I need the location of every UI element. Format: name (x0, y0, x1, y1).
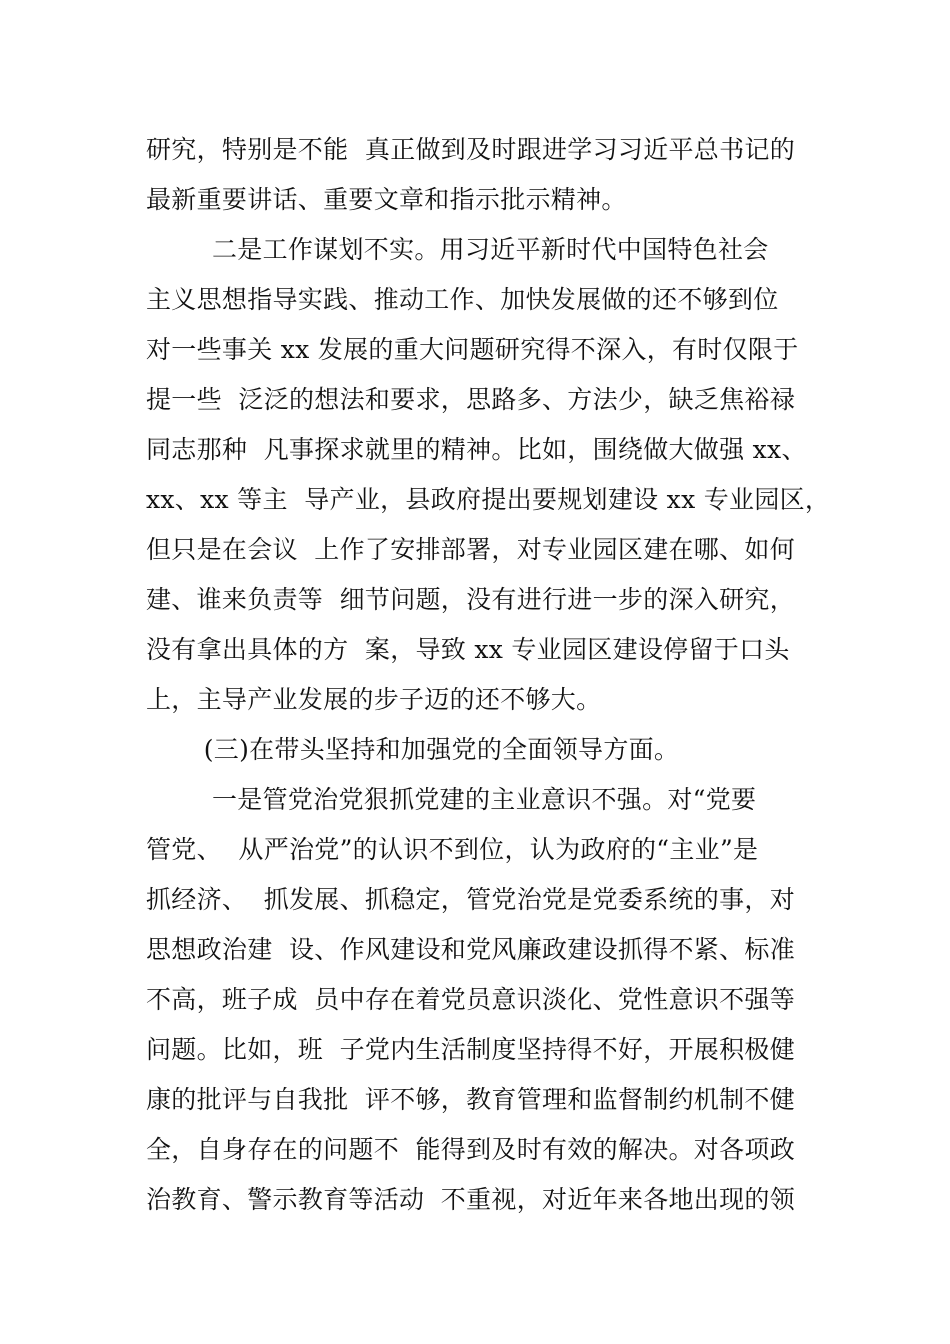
text-line: 康的批评与自我批 评不够，教育管理和监督制约机制不健 (146, 1085, 795, 1114)
text-line: 一是管党治党狠抓党建的主业意识不强。对“党要 (146, 785, 757, 814)
text-line: 研究，特别是不能 真正做到及时跟进学习习近平总书记的 (146, 135, 795, 164)
text-line: xx、xx 等主 导产业，县政府提出要规划建设 xx 专业园区， (146, 485, 831, 514)
text-line: 治教育、警示教育等活动 不重视，对近年来各地出现的领 (146, 1185, 795, 1214)
text-line: 对一些事关 xx 发展的重大问题研究得不深入，有时仅限于 (146, 335, 799, 364)
text-line: 提一些 泛泛的想法和要求，思路多、方法少，缺乏焦裕禄 (146, 385, 795, 414)
text-line: 全，自身存在的问题不 能得到及时有效的解决。对各项政 (146, 1135, 795, 1164)
section-heading: (三)在带头坚持和加强党的全面领导方面。 (146, 735, 680, 764)
text-line: 主义思想指导实践、推动工作、加快发展做的还不够到位 (146, 285, 779, 314)
text-line: 没有拿出具体的方 案，导致 xx 专业园区建设停留于口头 (146, 635, 790, 664)
text-line: 建、谁来负责等 细节问题，没有进行进一步的深入研究， (146, 585, 795, 614)
text-line: 问题。比如，班 子党内生活制度坚持得不好，开展积极健 (146, 1035, 795, 1064)
text-line: 管党、 从严治党”的认识不到位，认为政府的“主业”是 (146, 835, 759, 864)
text-line: 思想政治建 设、作风建设和党风廉政建设抓得不紧、标准 (146, 935, 795, 964)
text-line: 上，主导产业发展的步子迈的还不够大。 (146, 685, 602, 714)
text-line: 不高，班子成 员中存在着党员意识淡化、党性意识不强等 (146, 985, 795, 1014)
text-line: 同志那种 凡事探求就里的精神。比如，围绕做大做强 xx、 (146, 435, 807, 464)
text-line: 抓经济、 抓发展、抓稳定，管党治党是党委系统的事，对 (146, 885, 795, 914)
text-line: 最新重要讲话、重要文章和指示批示精神。 (146, 185, 627, 214)
text-line: 但只是在会议 上作了安排部署，对专业园区建在哪、如何 (146, 535, 795, 564)
text-line: 二是工作谋划不实。用习近平新时代中国特色社会 (146, 235, 769, 264)
